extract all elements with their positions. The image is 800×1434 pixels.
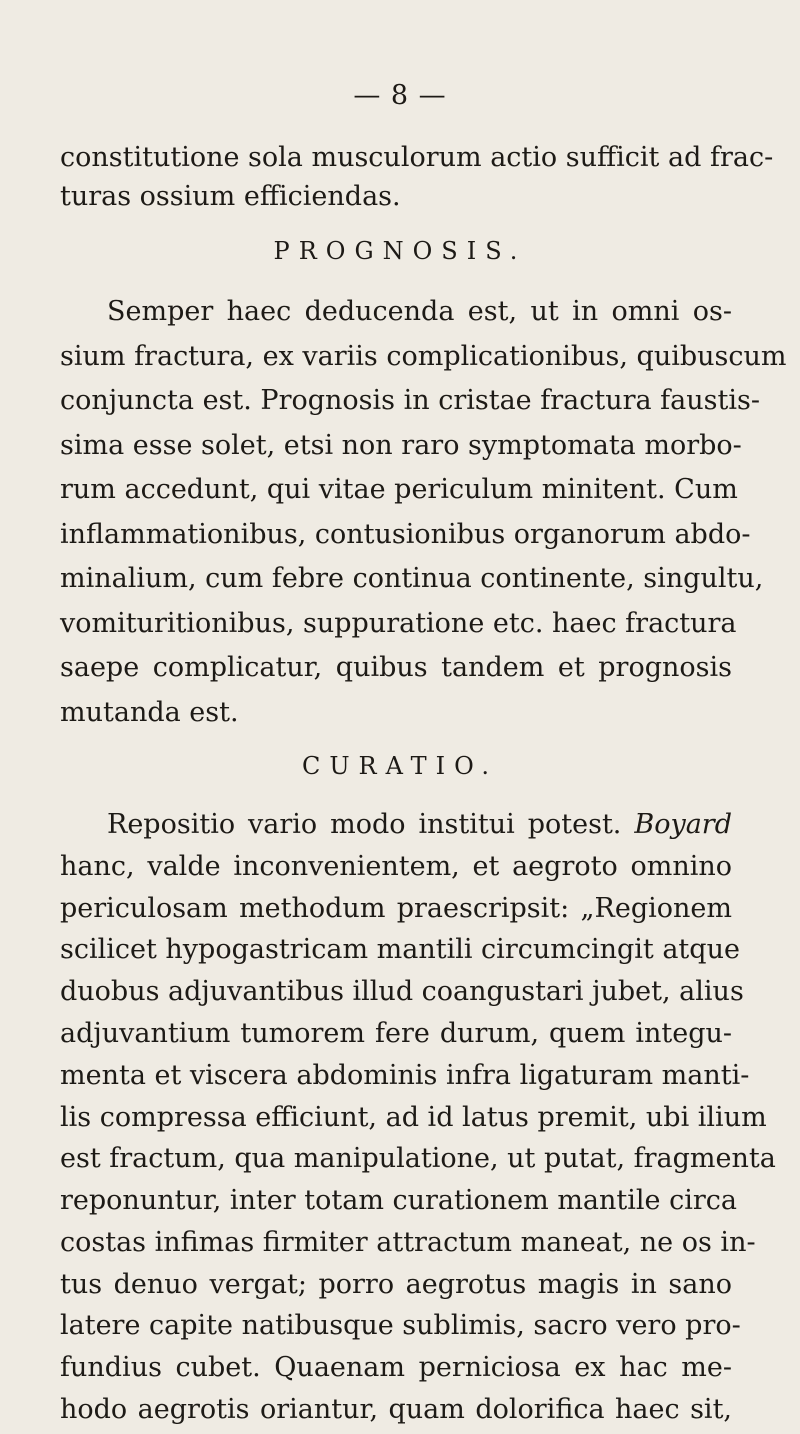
author-name: Boyard: [634, 809, 732, 840]
text-line: turas ossium efficiendas.: [60, 181, 401, 212]
text-line: constitutione sola musculorum actio sufficit ad frac-: [60, 142, 774, 173]
text-line: lis compressa efficiunt, ad id latus premit, ubi ilium: [60, 1102, 767, 1133]
text-line: reponuntur, inter totam curationem mantile circa: [60, 1185, 737, 1216]
text-line: saepe complicatur, quibus tandem et prognosis: [60, 652, 732, 683]
text-line: Semper haec deducenda est, ut in omni os-: [107, 296, 732, 327]
text-line-first: [107, 807, 732, 843]
text-line: tus denuo vergat; porro aegrotus magis in sano: [60, 1269, 732, 1300]
page-number: — 8 —: [353, 80, 447, 111]
text-line: latere capite natibusque sublimis, sacro vero pro-: [60, 1310, 741, 1341]
text-line: costas infimas firmiter attractum maneat, ne os in-: [60, 1227, 756, 1258]
text-line: sium fractura, ex variis complicationibus, quibuscum: [60, 341, 787, 372]
text-line: sima esse solet, etsi non raro symptomata morbo-: [60, 430, 742, 461]
text-line: rum accedunt, qui vitae periculum minitent. Cum: [60, 474, 738, 505]
section-heading-prognosis: PROGNOSIS.: [273, 237, 527, 265]
text-line: inflammationibus, contusionibus organorum abdo-: [60, 519, 751, 550]
curatio-first-line-text: Repositio vario modo institui potest.: [107, 809, 622, 840]
text-line: est fractum, qua manipulatione, ut putat, fragmenta: [60, 1143, 776, 1174]
text-line: fundius cubet. Quaenam perniciosa ex hac me-: [60, 1352, 732, 1383]
text-line: scilicet hypogastricam mantili circumcingit atque: [60, 934, 740, 965]
text-line: adjuvantium tumorem fere durum, quem integu-: [60, 1018, 732, 1049]
text-line: vomituritionibus, suppuratione etc. haec fractura: [60, 608, 737, 639]
text-line: conjuncta est. Prognosis in cristae fractura faustis-: [60, 385, 760, 416]
text-line: mutanda est.: [60, 697, 239, 728]
text-line: duobus adjuvantibus illud coangustari jubet, alius: [60, 976, 744, 1007]
text-line: hanc, valde inconvenientem, et aegroto omnino: [60, 851, 732, 882]
text-line: periculosam methodum praescripsit: „Regionem: [60, 893, 732, 924]
text-line: minalium, cum febre continua continente, singultu,: [60, 563, 764, 594]
section-heading-curatio: CURATIO.: [301, 752, 499, 780]
text-line: menta et viscera abdominis infra ligaturam manti-: [60, 1060, 750, 1091]
text-line: hodo aegrotis oriantur, quam dolorifica haec sit,: [60, 1394, 732, 1425]
